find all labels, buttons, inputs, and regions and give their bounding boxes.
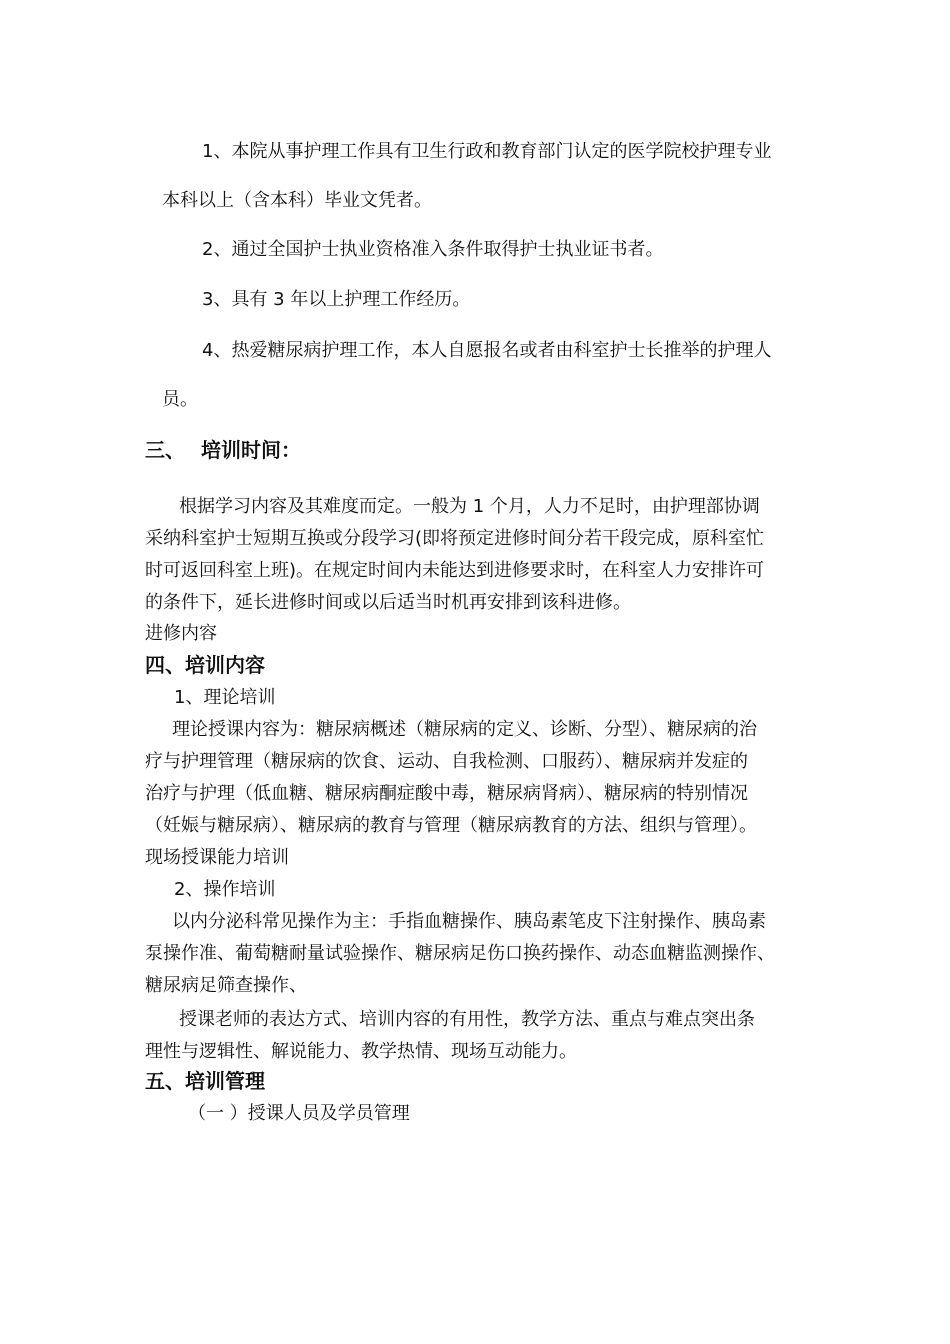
live-teaching-label: 现场授课能力培训 bbox=[145, 847, 289, 868]
section-3-number: 三、 bbox=[145, 438, 185, 462]
theory-paragraph-line-3: 治疗与护理（低血糖、糖尿病酮症酸中毒，糖尿病肾病）、糖尿病的特别情况 bbox=[145, 783, 748, 804]
time-paragraph-line-1: 根据学习内容及其难度而定。一般为 1 个月，人力不足时，由护理部协调 bbox=[179, 496, 760, 517]
criteria-item-3: 3、具有 3 年以上护理工作经历。 bbox=[202, 289, 471, 310]
theory-paragraph-line-2: 疗与护理管理（糖尿病的饮食、运动、自我检测、口服药）、糖尿病并发症的 bbox=[145, 751, 748, 772]
evaluation-paragraph-line-1: 授课老师的表达方式、培训内容的有用性，教学方法、重点与难点突出条 bbox=[179, 1009, 755, 1030]
criteria-item-2: 2、通过全国护士执业资格准入条件取得护士执业证书者。 bbox=[202, 239, 664, 260]
stray-label: 进修内容 bbox=[145, 623, 217, 644]
operation-paragraph-line-1: 以内分泌科常见操作为主：手指血糖操作、胰岛素笔皮下注射操作、胰岛素 bbox=[172, 911, 766, 932]
time-paragraph-line-2: 采纳科室护士短期互换或分段学习(即将预定进修时间分若干段完成，原科室忙 bbox=[145, 528, 765, 549]
operation-paragraph-line-2: 泵操作准、葡萄糖耐量试验操作、糖尿病足伤口换药操作、动态血糖监测操作、 bbox=[145, 943, 775, 964]
section-3-title: 培训时间： bbox=[201, 438, 301, 462]
section-4-title: 四、培训内容 bbox=[145, 653, 265, 677]
operation-paragraph-line-3: 糖尿病足筛查操作、 bbox=[145, 975, 307, 996]
criteria-item-4-line-2: 员。 bbox=[162, 389, 198, 410]
section-5-sub-1: （一 ）授课人员及学员管理 bbox=[188, 1103, 410, 1124]
section-4-sub-1: 1、理论培训 bbox=[174, 687, 276, 708]
theory-paragraph-line-4: （妊娠与糖尿病）、糖尿病的教育与管理（糖尿病教育的方法、组织与管理）。 bbox=[145, 815, 757, 836]
section-4-sub-2: 2、操作培训 bbox=[174, 879, 276, 900]
criteria-item-4-line-1: 4、热爱糖尿病护理工作，本人自愿报名或者由科室护士长推举的护理人 bbox=[202, 340, 772, 361]
criteria-item-1-line-2: 本科以上（含本科）毕业文凭者。 bbox=[162, 190, 432, 211]
theory-paragraph-line-1: 理论授课内容为：糖尿病概述（糖尿病的定义、诊断、分型）、糖尿病的治 bbox=[172, 719, 757, 740]
section-5-title: 五、培训管理 bbox=[145, 1069, 265, 1093]
criteria-item-1-line-1: 1、本院从事护理工作具有卫生行政和教育部门认定的医学院校护理专业 bbox=[202, 141, 772, 162]
time-paragraph-line-3: 时可返回科室上班)。在规定时间内未能达到进修要求时，在科室人力安排许可 bbox=[145, 560, 765, 581]
evaluation-paragraph-line-2: 理性与逻辑性、解说能力、教学热情、现场互动能力。 bbox=[145, 1041, 577, 1062]
time-paragraph-line-4: 的条件下，延长进修时间或以后适当时机再安排到该科进修。 bbox=[145, 592, 631, 613]
